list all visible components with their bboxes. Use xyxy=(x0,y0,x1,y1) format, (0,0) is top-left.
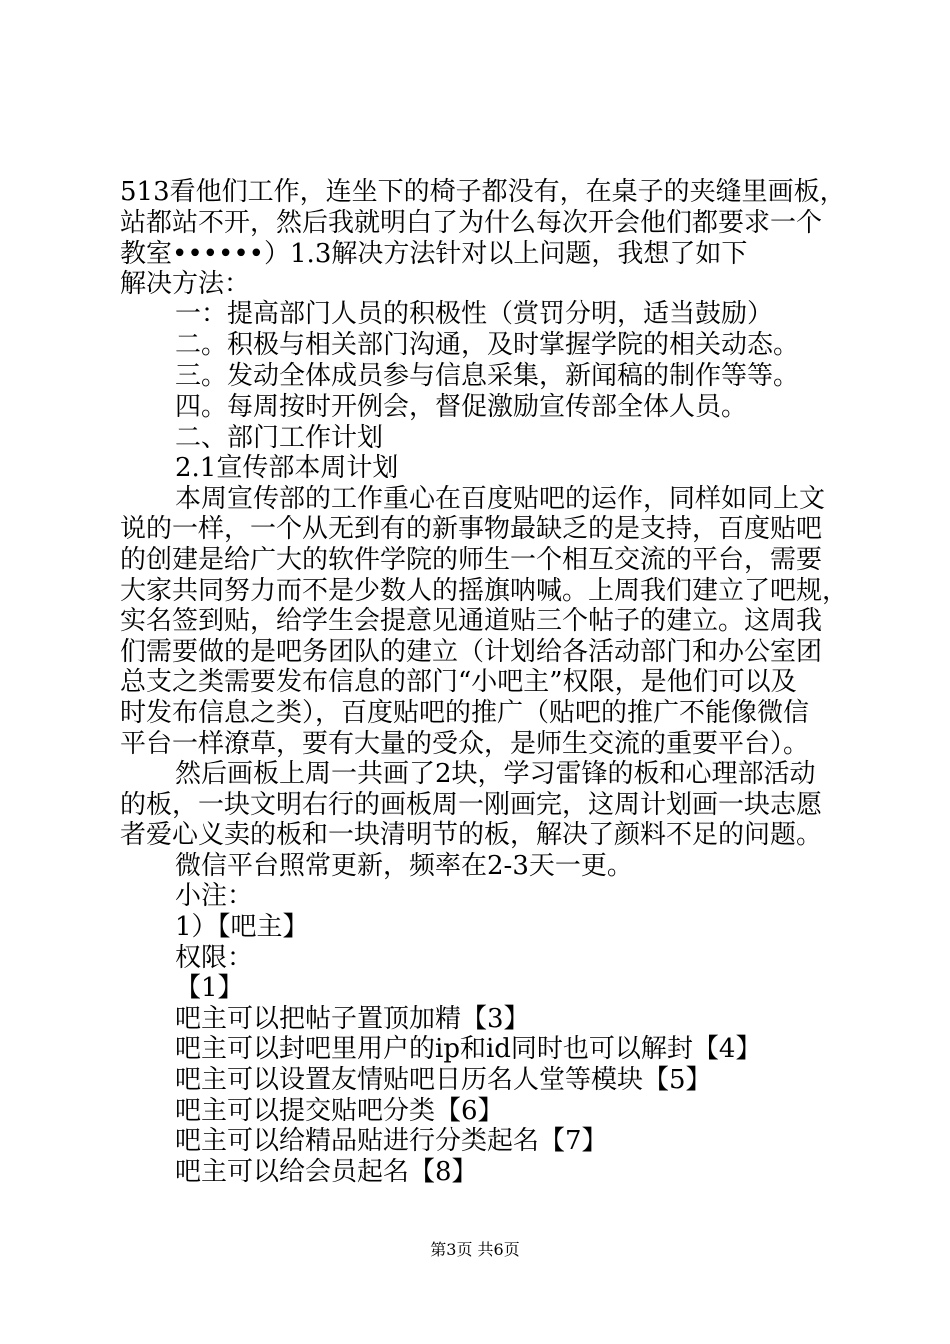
note-item: 1）【吧主】 xyxy=(175,912,309,942)
body-text-line: 本周宣传部的工作重心在百度贴吧的运作，同样如同上文 xyxy=(175,484,826,514)
note-item: 吧主可以给会员起名【8】 xyxy=(175,1157,478,1187)
page-number-footer: 第3页 共6页 xyxy=(430,1240,520,1259)
body-text-line: 总支之类需要发布信息的部门“小吧主”权限，是他们可以及 xyxy=(120,667,797,697)
body-text-line: 实名签到贴，给学生会提意见通道贴三个帖子的建立。这周我 xyxy=(120,606,823,636)
list-item: 一：提高部门人员的积极性（赏罚分明，适当鼓励） xyxy=(175,299,774,329)
note-item: 吧主可以提交贴吧分类【6】 xyxy=(175,1096,504,1126)
note-item: 吧主可以封吧里用户的ip和id同时也可以解封【4】 xyxy=(175,1034,762,1064)
note-item: 吧主可以设置友情贴吧日历名人堂等模块【5】 xyxy=(175,1065,712,1095)
body-text-line: 时发布信息之类），百度贴吧的推广（贴吧的推广不能像微信 xyxy=(120,698,810,728)
body-text-line: 解决方法： xyxy=(120,269,251,299)
list-item: 四。每周按时开例会，督促激励宣传部全体人员。 xyxy=(175,392,748,422)
note-item: 权限： xyxy=(175,943,254,973)
note-heading: 小注： xyxy=(175,881,254,911)
subsection-heading: 2.1宣传部本周计划 xyxy=(175,453,399,483)
body-text-line: 平台一样潦草，要有大量的受众，是师生交流的重要平台）。 xyxy=(120,729,810,759)
body-text-line: 们需要做的是吧务团队的建立（计划给各活动部门和办公室团 xyxy=(120,637,823,667)
section-heading: 二、部门工作计划 xyxy=(175,423,384,453)
body-text-line: 的创建是给广大的软件学院的师生一个相互交流的平台，需要 xyxy=(120,545,823,575)
body-text-line: 的板，一块文明右行的画板周一刚画完，这周计划画一块志愿 xyxy=(120,790,823,820)
body-text-line: 说的一样，一个从无到有的新事物最缺乏的是支持，百度贴吧 xyxy=(120,514,823,544)
note-item: 吧主可以给精品贴进行分类起名【7】 xyxy=(175,1126,608,1156)
body-text-line: 微信平台照常更新，频率在2-3天一更。 xyxy=(175,851,633,881)
list-item: 二。积极与相关部门沟通，及时掌握学院的相关动态。 xyxy=(175,330,800,360)
body-text-line: 教室••••••）1.3解决方法针对以上问题，我想了如下 xyxy=(120,239,748,269)
body-text-line: 大家共同努力而不是少数人的摇旗呐喊。上周我们建立了吧规， xyxy=(120,576,849,606)
list-item: 三。发动全体成员参与信息采集，新闻稿的制作等等。 xyxy=(175,361,800,391)
note-item: 吧主可以把帖子置顶加精【3】 xyxy=(175,1004,530,1034)
body-text-line: 513看他们工作，连坐下的椅子都没有，在桌子的夹缝里画板， xyxy=(120,177,846,207)
body-text-line: 者爱心义卖的板和一块清明节的板，解决了颜料不足的问题。 xyxy=(120,820,823,850)
body-text-line: 然后画板上周一共画了2块，学习雷锋的板和心理部活动 xyxy=(175,759,816,789)
note-item: 【1】 xyxy=(175,973,244,1003)
body-text-line: 站都站不开，然后我就明白了为什么每次开会他们都要求一个 xyxy=(120,208,823,238)
